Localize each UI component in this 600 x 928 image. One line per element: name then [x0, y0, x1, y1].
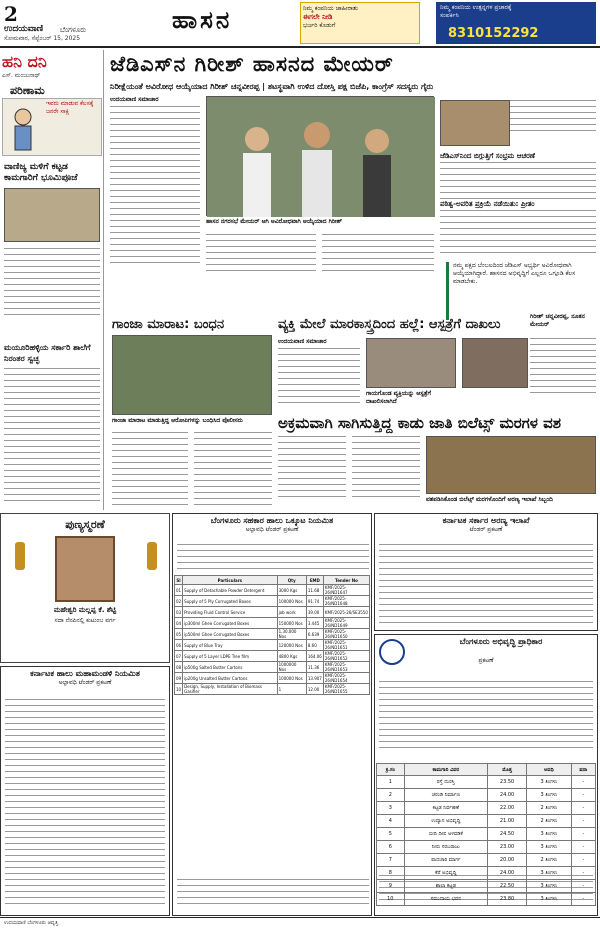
table-cell: 1: [377, 776, 405, 789]
table-cell: 2 ತಿಂಗಳು: [527, 815, 571, 828]
table-header-cell: Particulars: [183, 576, 278, 585]
table-cell: ip500g Salted Butter Cartons: [183, 662, 278, 673]
tender-row: [175, 607, 370, 618]
ad-line: ನಿಮ್ಮ ಕಂಪನಿಯ ಉತ್ಪನ್ನಗಳ ಪ್ರಚಾರಕ್ಕೆ: [440, 4, 512, 11]
masthead: [0, 0, 600, 48]
ganja-caption: ಗಾಂಜಾ ಮಾರಾಟ ಮಾಡುತ್ತಿದ್ದ ಆರೋಪಿಗಳನ್ನು ಬಂಧಿಸಿದ ಪೊಲೀಸರು: [112, 417, 243, 424]
bda-emblem-icon: [379, 639, 405, 665]
table-cell: 2 ತಿಂಗಳು: [527, 802, 571, 815]
column-logo: ಹನಿ ದನಿ: [2, 52, 47, 71]
table-cell: Supply of 5 Layer LDPE Tree film: [183, 651, 278, 662]
table-cell: -: [571, 893, 595, 906]
tender-row: [175, 662, 370, 673]
table-cell: 24.00: [488, 867, 527, 880]
notice-subtitle: ಪ್ರಕಟಣೆ: [478, 657, 494, 664]
right-box2-body: [440, 210, 596, 258]
table-cell: 1: [277, 684, 306, 695]
quote-box: ನಮ್ಮ ಪಕ್ಷದ ಬೆಂಬಲದಿಂದ ಜೆಡಿಎಸ್ ಅಭ್ಯರ್ಥಿ ಅವಿರೋಧವಾಗಿ ಆಯ್ಕೆಯಾಗಿದ್ದಾರೆ. ಹಾಸನದ ಅಭಿವೃದ್ಧಿಗೆ ಎಲ್ಲರೂ ಒಗ್ಗೂಡಿ ಕೆಲಸ ಮಾಡಬೇಕು.: [446, 262, 596, 320]
table-cell: 3 ತಿಂಗಳು: [527, 867, 571, 880]
table-header-cell: Tender No: [323, 576, 369, 585]
table-cell: Design, Supply, Installation of Biomass Gasifier: [183, 684, 278, 695]
notice-body: [5, 699, 165, 909]
table-cell: 1000000 Nos: [277, 662, 306, 673]
table-header-cell: ಕಾಮಗಾರಿ ವಿವರ: [404, 764, 487, 776]
lead-headline: ಜೆಡಿಎಸ್‌ನ ಗಿರೀಶ್ ಹಾಸನದ ಮೇಯರ್: [110, 52, 394, 76]
obituary-photo: [55, 536, 115, 602]
ad-phone-number: 8310152292: [448, 26, 539, 41]
works-row: [377, 867, 596, 880]
ganja-body-col1: [112, 432, 188, 510]
masthead-ad-center: [300, 2, 420, 44]
table-header-cell: Qty: [277, 576, 306, 585]
works-row: [377, 802, 596, 815]
table-cell: 23.50: [488, 776, 527, 789]
right-box-body: [440, 162, 596, 204]
notice-title: ಕರ್ನಾಟಕ ಸರ್ಕಾರ ಅರಣ್ಯ ಇಲಾಖೆ: [442, 516, 530, 525]
works-row: [377, 880, 596, 893]
cartoon-caption: ಇವರು ಮಾಡುವ ಕೆಲಸಕ್ಕೆ ಜನರೇ ಸಾಕ್ಷಿ: [46, 100, 94, 115]
table-cell: 100000 Nos: [277, 596, 306, 607]
forest-dept-notice: [374, 513, 598, 631]
table-cell: 6: [377, 841, 405, 854]
table-cell: 05: [175, 629, 183, 640]
ganja-headline: ಗಾಂಜಾ ಮಾರಾಟ: ಬಂಧನ: [112, 317, 225, 332]
lead-body-col3: [322, 234, 434, 276]
table-cell: ನೀರು ಸರಬರಾಜು: [404, 841, 487, 854]
obituary-name: ಮಹೇಶ್ವರಿ ಮಲ್ಲಪ್ಪ ಕೆ. ಶೆಟ್ಟಿ: [53, 606, 117, 614]
table-cell: ಸಮುದಾಯ ಭವನ: [404, 893, 487, 906]
table-cell: 100000 Nos: [277, 673, 306, 684]
tender-row: [175, 629, 370, 640]
table-cell: 1,30,000 Nos: [277, 629, 306, 640]
ad-headline: ಈಗಲೇ ನೀಡಿ: [303, 13, 333, 21]
table-cell: 12.00: [306, 684, 323, 695]
assault-photo-2: [462, 338, 528, 388]
lead-body-col2: [206, 234, 316, 276]
assault-caption: ಗಾಯಗೊಂಡ ವ್ಯಕ್ತಿಯನ್ನು ಆಸ್ಪತ್ರೆಗೆ ದಾಖಲಿಸಲಾಗಿದೆ: [366, 390, 432, 405]
story-body: [4, 248, 100, 320]
table-cell: Supply of Detachable Powder Detergent: [183, 585, 278, 596]
table-cell: ಪಾದಚಾರಿ ಮಾರ್ಗ: [404, 854, 487, 867]
tender-table-header: [175, 576, 370, 585]
works-row: [377, 854, 596, 867]
table-cell: 13.907: [306, 673, 323, 684]
ad-line: ಸಂಪರ್ಕಿಸಿ: [440, 12, 459, 19]
timber-headline: ಅಕ್ರಮವಾಗಿ ಸಾಗಿಸುತ್ತಿದ್ದ ಕಾಡು ಜಾತಿ ಬಿಲೆಟ್ಸ್ ಮರಗಳ ವಶ: [278, 414, 561, 432]
right-box-title: ಜೆಡಿಎಸ್‌ನಿಂದ ಬಿಗ್ಗುತ್ತಿಗೆ ಸಂಭ್ರಮ ಆಚರಣೆ: [440, 152, 535, 160]
story-photo: [4, 188, 100, 242]
table-cell: 06: [175, 640, 183, 651]
table-cell: 22.50: [488, 880, 527, 893]
works-table: [376, 763, 596, 906]
table-cell: 23.00: [488, 841, 527, 854]
table-cell: ಕೆರೆ ಅಭಿವೃದ್ಧಿ: [404, 867, 487, 880]
tender-row: [175, 618, 370, 629]
ganja-body-col2: [194, 432, 272, 510]
notice-footer-text: [177, 879, 369, 909]
table-cell: 3000 Kgs: [277, 585, 306, 596]
table-cell: 24.00: [488, 789, 527, 802]
story-body: [4, 368, 100, 506]
table-cell: -: [571, 880, 595, 893]
table-cell: ರಸ್ತೆ ದುರಸ್ತಿ: [404, 776, 487, 789]
timber-photo: [426, 436, 596, 494]
table-cell: 21.00: [488, 815, 527, 828]
timber-caption: ವಶಪಡಿಸಿಕೊಂಡ ಬಿಲೆಟ್ಸ್ ಮರಗಳೊಂದಿಗೆ ಅರಣ್ಯ ಇಲಾಖೆ ಸಿಬ್ಬಂದಿ: [426, 496, 553, 503]
table-cell: 8.60: [306, 640, 323, 651]
table-cell: KMF/2025-26/ND1647: [323, 585, 369, 596]
table-cell: 8: [377, 867, 405, 880]
edition-name: ಬೆಂಗಳೂರು: [60, 26, 87, 34]
table-cell: 20.00: [488, 854, 527, 867]
side-photo: [440, 100, 510, 146]
table-cell: ಕಟ್ಟಡ ನಿರ್ವಹಣೆ: [404, 802, 487, 815]
column-author: ಎಸ್. ಮಂಜುನಾಥ್: [2, 72, 41, 79]
story-headline: ವಾಣಿಜ್ಯ ಮಳಿಗೆ ಕಟ್ಟಡ ಕಾಮಗಾರಿಗೆ ಭೂಮಿಪೂಜೆ: [4, 162, 78, 183]
notice-title: ಬೆಂಗಳೂರು ಅಭಿವೃದ್ಧಿ ಪ್ರಾಧಿಕಾರ: [459, 637, 543, 646]
table-cell: ಶಾಲಾ ಕಟ್ಟಡ: [404, 880, 487, 893]
table-header-cell: Sl: [176, 577, 181, 583]
table-cell: 120000 Nos: [277, 640, 306, 651]
works-row: [377, 776, 596, 789]
table-cell: -: [571, 841, 595, 854]
lead-body-col1: [110, 106, 200, 268]
masthead-ad-right: [436, 2, 596, 44]
table-cell: 39.00: [306, 607, 323, 618]
table-cell: 10: [377, 893, 405, 906]
table-cell: 6.639: [306, 629, 323, 640]
publication-date: ಸೋಮವಾರ, ಸೆಪ್ಟೆಂಬರ್ 15, 2025: [4, 35, 81, 42]
notice-body: [379, 681, 593, 753]
lead-kicker: ಉದಯವಾಣಿ ಸಮಾಚಾರ: [110, 96, 159, 103]
works-table-header: [377, 764, 596, 776]
table-cell: 08: [175, 662, 183, 673]
works-row: [377, 841, 596, 854]
table-cell: 3 ತಿಂಗಳು: [527, 776, 571, 789]
notice-body: [177, 544, 369, 574]
notice-body: [379, 544, 593, 628]
table-cell: 3 ತಿಂಗಳು: [527, 893, 571, 906]
table-cell: Supply of 5 Ply Corrugated Boxes: [183, 596, 278, 607]
table-cell: KMF/2025-26/ND1654: [323, 673, 369, 684]
obituary-note: ಸದಾ ನೆನಪಿನಲ್ಲಿ ಕುಟುಂಬ ವರ್ಗ: [54, 617, 116, 624]
table-cell: 23.80: [488, 893, 527, 906]
table-cell: 11.68: [306, 585, 323, 596]
table-cell: 3 ತಿಂಗಳು: [527, 828, 571, 841]
lead-photo: [206, 96, 434, 216]
table-cell: 3: [377, 802, 405, 815]
lamp-icon: [147, 542, 157, 570]
table-cell: ip300ml Ghee Corrugated Boxes: [183, 618, 278, 629]
table-header-cell: ಷರಾ: [571, 764, 595, 776]
table-cell: -: [571, 802, 595, 815]
table-cell: 04: [175, 618, 183, 629]
bamul-tender-notice: [172, 513, 372, 916]
table-header-cell: ಮೊತ್ತ: [488, 764, 527, 776]
table-header-cell: EMD: [306, 576, 323, 585]
tender-row: [175, 684, 370, 695]
table-cell: -: [571, 815, 595, 828]
table-cell: -: [571, 776, 595, 789]
table-cell: 3 ತಿಂಗಳು: [527, 880, 571, 893]
works-table-body: [377, 776, 596, 906]
tender-table-body: [175, 585, 370, 695]
section-title: ಹಾಸನ: [172, 6, 233, 34]
table-cell: -: [571, 867, 595, 880]
table-cell: 09: [175, 673, 183, 684]
table-cell: KMF/2025-26/SE3550: [323, 607, 369, 618]
table-cell: 07: [175, 651, 183, 662]
table-cell: KMF/2025-26/ND1651: [323, 640, 369, 651]
table-cell: 2 ತಿಂಗಳು: [527, 854, 571, 867]
tender-row: [175, 673, 370, 684]
column-brand: [2, 52, 102, 78]
lead-subhead: ನಿರೀಕ್ಷೆಯಂತೆ ಅವಿರೋಧ ಆಯ್ಕೆಯಾದ ಗಿರೀಶ್ ಚನ್ನವೀರಪ್ಪ | ತಟಸ್ಥವಾಗಿ ಉಳಿದ ದೋಸ್ತಿ ಪಕ್ಷ ಬಿಜೆಪಿ, ಕಾಂಗ್ರೆಸ್ ಸದಸ್ಯರು ಗೈರು: [110, 82, 434, 91]
footer-text: ಉದಯವಾಣಿ ಬೆಂಗಳೂರು ಆವೃತ್ತಿ: [4, 920, 59, 926]
table-cell: 3 ತಿಂಗಳು: [527, 789, 571, 802]
lead-photo-people-icon: [207, 97, 435, 217]
table-cell: 22.00: [488, 802, 527, 815]
ganja-photo: [112, 335, 272, 415]
works-row: [377, 893, 596, 906]
tender-row: [175, 585, 370, 596]
table-cell: 150000 Nos: [277, 618, 306, 629]
table-cell: 5: [377, 828, 405, 841]
table-cell: 11.36: [306, 662, 323, 673]
assault-kicker: ಉದಯವಾಣಿ ಸಮಾಚಾರ: [278, 338, 327, 345]
table-cell: KMF/2025-26/ND1648: [323, 596, 369, 607]
table-cell: 164.06: [306, 651, 323, 662]
table-cell: 4800 Kgs: [277, 651, 306, 662]
table-header-cell: ಕ್ರ.ಸಂ: [377, 764, 405, 776]
table-cell: 91.74: [306, 596, 323, 607]
page-footer: [0, 917, 600, 928]
table-cell: KMF/2025-26/ND1653: [323, 662, 369, 673]
table-cell: Providing Fluid Control Service: [183, 607, 278, 618]
table-cell: 3.445: [306, 618, 323, 629]
ad-line: ನಿಮ್ಮ ಕಂಪನಿಯ ಜಾಹೀರಾತು: [303, 5, 359, 12]
table-cell: ip500ml Ghee Corrugated Boxes: [183, 629, 278, 640]
table-cell: KMF/2025-26/ND1652: [323, 651, 369, 662]
notice-subtitle: ಅಲ್ಪಾವಧಿ ಟೆಂಡರ್ ಪ್ರಕಟಣೆ: [245, 526, 299, 533]
story-headline: ಮಯೂರಿಹಳ್ಳಿಯ ಸರ್ಕಾರಿ ಶಾಲೆಗೆ ನಿರಂತರ ಸ್ವಚ್ಛ: [4, 343, 91, 363]
table-cell: Supply of Blue Tray: [183, 640, 278, 651]
lead-photo-caption: ಹಾಸನ ನಗರಸಭೆ ಮೇಯರ್ ಆಗಿ ಅವಿರೋಧವಾಗಿ ಆಯ್ಕೆಯಾದ ಗಿರೀಶ್: [206, 218, 343, 225]
table-cell: -: [571, 854, 595, 867]
cartoon-title: ಪರಿಣಾಮ: [10, 84, 45, 97]
table-cell: KMF/2025-26/ND1649: [323, 618, 369, 629]
table-cell: -: [571, 828, 595, 841]
table-cell: 7: [377, 854, 405, 867]
lamp-icon: [15, 542, 25, 570]
table-cell: KMF/2025-26/ND1655: [323, 684, 369, 695]
table-cell: 4: [377, 815, 405, 828]
notice-title: ಕರ್ನಾಟಕ ಹಾಲು ಮಹಾಮಂಡಳಿ ನಿಯಮಿತ: [30, 669, 140, 678]
table-cell: -: [571, 789, 595, 802]
table-cell: ip200g Unsalted Butter Cartons: [183, 673, 278, 684]
milk-federation-notice: [0, 666, 170, 916]
table-cell: ಉದ್ಯಾನ ಅಭಿವೃದ್ಧಿ: [404, 815, 487, 828]
ad-line: ಭರ್ಜರಿ ಕೊಡುಗೆ: [303, 22, 336, 29]
assault-body-col1: [278, 348, 360, 408]
quote-source: ಗಿರೀಶ್ ಚನ್ನವೀರಪ್ಪ, ನೂತನ ಮೇಯರ್: [530, 313, 585, 328]
table-cell: 3 ತಿಂಗಳು: [527, 841, 571, 854]
works-row: [377, 815, 596, 828]
notice-subtitle: ಟೆಂಡರ್ ಪ್ರಕಟಣೆ: [469, 526, 503, 533]
left-column: [0, 50, 104, 510]
table-cell: 2: [377, 789, 405, 802]
assault-body-col2: [530, 338, 596, 398]
timber-body-col2: [352, 436, 420, 502]
obituary-box: [0, 513, 170, 663]
assault-headline: ವ್ಯಕ್ತಿ ಮೇಲೆ ಮಾರಕಾಸ್ತ್ರದಿಂದ ಹಲ್ಲೆ: ಆಸ್ಪತ್ರೆಗೆ ದಾಖಲು: [278, 317, 501, 332]
table-cell: KMF/2025-26/ND1650: [323, 629, 369, 640]
timber-body-col1: [278, 436, 346, 502]
works-row: [377, 828, 596, 841]
publication-name: ಉದಯವಾಣಿ: [4, 24, 44, 34]
table-cell: 03: [175, 607, 183, 618]
tender-row: [175, 640, 370, 651]
notice-subtitle: ಅಲ್ಪಾವಧಿ ಟೆಂಡರ್ ಪ್ರಕಟಣೆ: [58, 679, 112, 686]
table-cell: job work: [277, 607, 306, 618]
table-cell: ಬೀದಿ ದೀಪ ಅಳವಡಿಕೆ: [404, 828, 487, 841]
right-box2-title: ಪಠಿತ್ವ-ಅವರಿತ ಪ್ರಕ್ರಿಯೆ ನಡೆಯಿತು: ಪ್ರೀತಂ: [440, 200, 535, 208]
tender-row: [175, 596, 370, 607]
table-cell: 01: [175, 585, 183, 596]
page-number: 2: [4, 2, 18, 26]
works-row: [377, 789, 596, 802]
obituary-title: ಪುಣ್ಯಸ್ಮರಣೆ: [65, 518, 105, 531]
table-header-cell: ಅವಧಿ: [527, 764, 571, 776]
assault-photo: [366, 338, 456, 388]
table-cell: 24.50: [488, 828, 527, 841]
table-cell: 10: [175, 684, 183, 695]
table-cell: ಚರಂಡಿ ನಿರ್ಮಾಣ: [404, 789, 487, 802]
table-cell: 02: [175, 596, 183, 607]
notice-title: ಬೆಂಗಳೂರು ಸಹಕಾರ ಹಾಲು ಒಕ್ಕೂಟ ನಿಯಮಿತ: [210, 516, 334, 525]
tender-table: [174, 575, 370, 695]
table-cell: 9: [377, 880, 405, 893]
tender-row: [175, 651, 370, 662]
